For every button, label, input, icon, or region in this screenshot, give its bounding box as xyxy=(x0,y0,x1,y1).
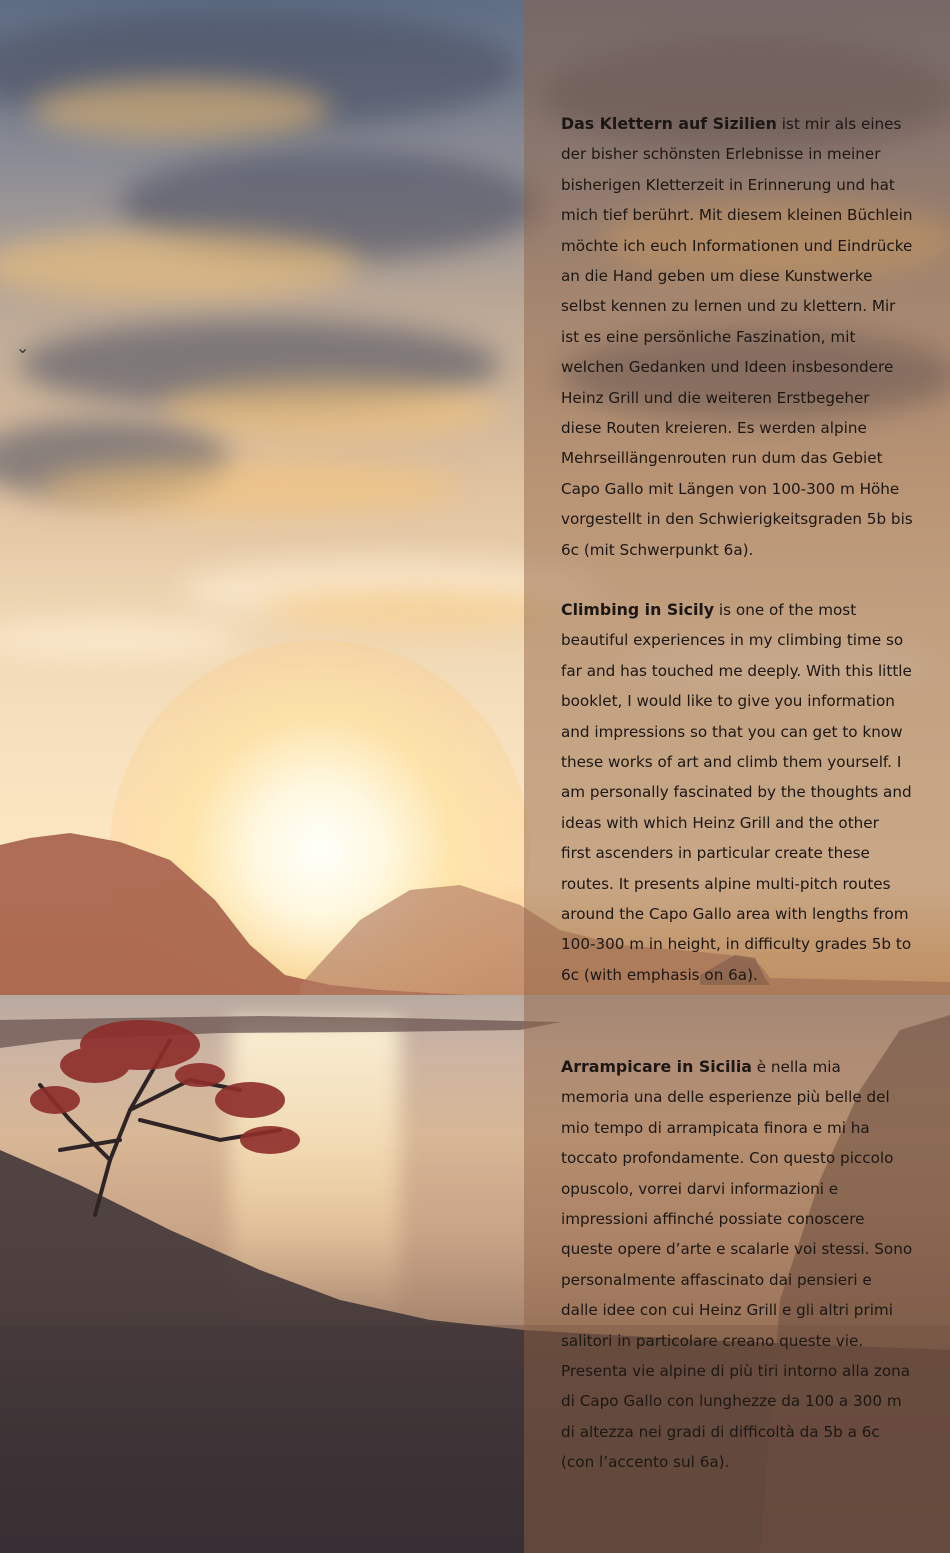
text-panel xyxy=(524,0,950,1553)
article-body: è nella mia memoria una delle esperienze più belle del mio tempo di arrampicata finora e mi ha toccato profondamente. Con questo piccolo opuscolo, vorrei darvi informazioni e impressioni affinché possiate conoscere queste opere d’arte e scalarle voi stessi. Sono personalmente affascinato dai pensieri e dalle idee con cui Heinz Grill e gli altri primi salitori in particolare creano queste vie. Presenta vie alpine di più tiri intorno alla zona di Capo Gallo con lunghezze da 100 a 300 m di altezza nei gradi di difficoltà da 5b a 6c (con l’accento sul 6a). xyxy=(561,1058,913,1472)
article-title: Arrampicare in Sicilia xyxy=(561,1057,752,1076)
bird-icon: ⌄ xyxy=(16,338,30,357)
article-german xyxy=(561,109,913,565)
article-english xyxy=(561,595,913,990)
article-body: is one of the most beautiful experiences in my climbing time so far and has touched me deeply. With this little booklet, I would like to give you information and impressions so that you can get to know these works of art and climb them yourself. I am personally fascinated by the thoughts and ideas with which Heinz Grill and the other first ascenders in particular create these routes. It presents alpine multi-pitch routes around the Capo Gallo area with lengths from 100-300 m in height, in difficulty grades 5b to 6c (with emphasis on 6a). xyxy=(561,601,912,984)
article-italian xyxy=(561,1052,913,1478)
pine-tree-foliage xyxy=(30,1020,300,1154)
article-body: ist mir als eines der bisher schönsten Erlebnisse in meiner bisherigen Kletterzeit in Erinnerung und hat mich tief berührt. Mit diesem kleinen Büchlein möchte ich euch Informationen und Eindrücke an die Hand geben um diese Kunstwerke selbst kennen zu lernen und zu klettern. Mir ist es eine persönliche Faszination, mit welchen Gedanken und Ideen insbesondere Heinz Grill und die weiteren Erstbegeher diese Routen kreieren. Es werden alpine Mehrseillängenrouten run dum das Gebiet Capo Gallo mit Längen von 100-300 m Höhe vorgestellt in den Schwierigkeitsgraden 5b bis 6c (mit Schwerpunkt 6a). xyxy=(561,115,913,559)
article-title: Climbing in Sicily xyxy=(561,600,715,619)
article-title: Das Klettern auf Sizilien xyxy=(561,114,777,133)
